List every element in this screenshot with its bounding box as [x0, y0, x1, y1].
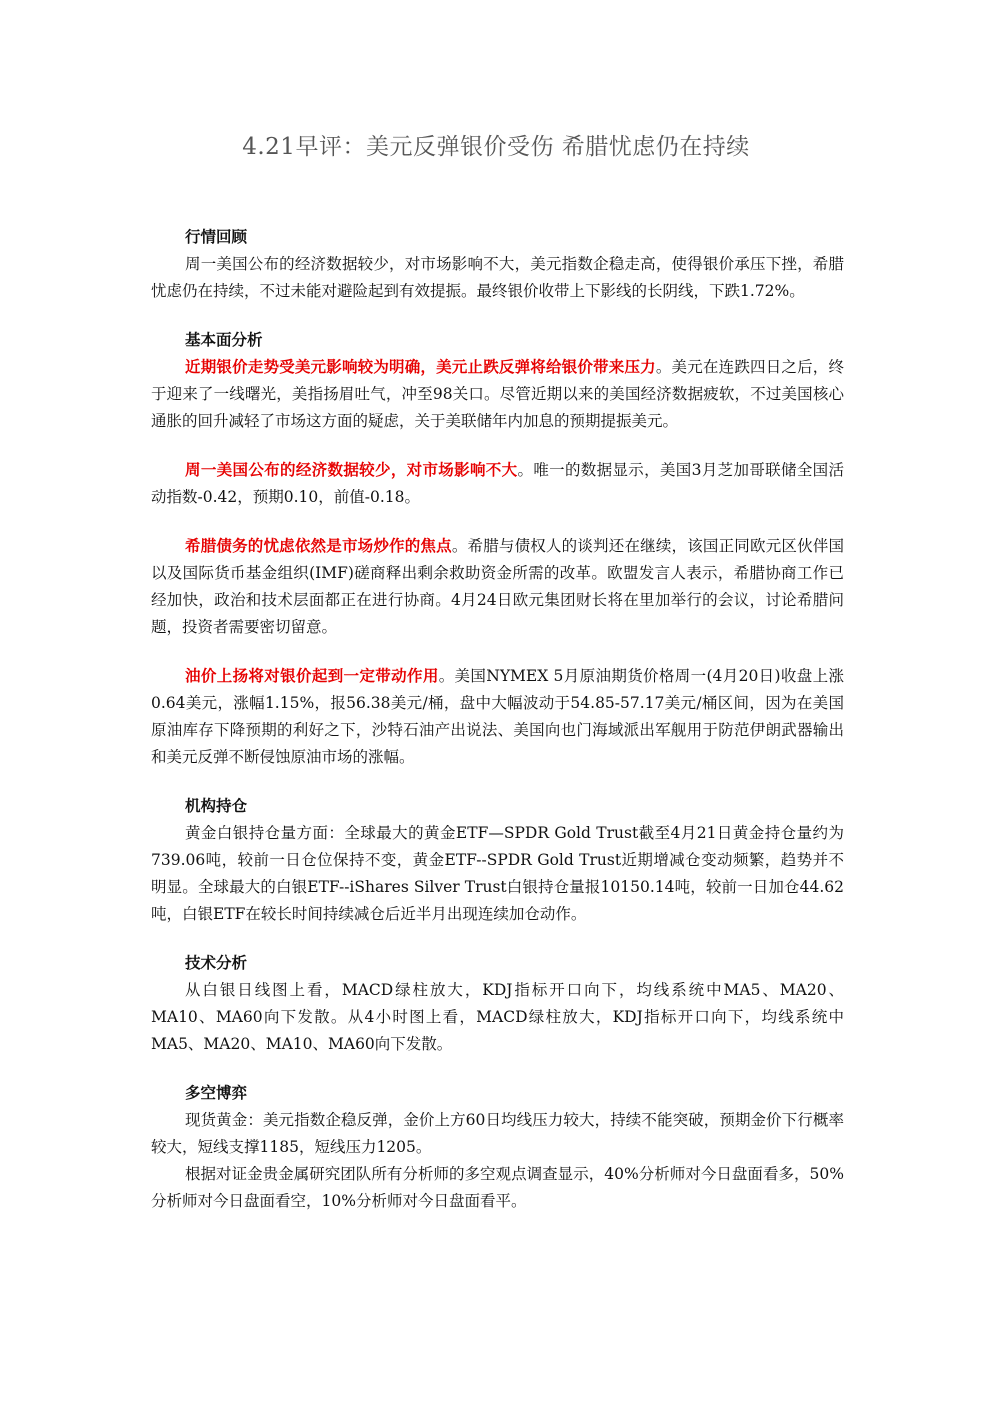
document-body	[151, 224, 844, 1237]
paragraph: 周一美国公布的经济数据较少，对市场影响不大，美元指数企稳走高，使得银价承压下挫，希腊忧虑仍在持续，不过未能对避险起到有效提振。最终银价收带上下影线的长阴线，下跌1.72%。	[151, 255, 844, 300]
section-heading: 技术分析	[185, 954, 248, 972]
paragraph	[151, 533, 844, 641]
section-long-short	[151, 1080, 844, 1215]
paragraph: 根据对证金贵金属研究团队所有分析师的多空观点调查显示，40%分析师对今日盘面看多，50%分析师对今日盘面看空，10%分析师对今日盘面看平。	[151, 1165, 844, 1210]
paragraph	[151, 354, 844, 435]
body-text: 。美元在连跌四日之后，终于迎来了一线曙光，美指扬眉吐气，冲至98关口。尽管近期以来的美国经济数据疲软，不过美国核心通胀的回升减轻了市场这方面的疑虑，关于美联储年内加息的预期提振美元。	[151, 358, 844, 430]
body-text: 。唯一的数据显示，美国3月芝加哥联储全国活动指数-0.42，预期0.10，前值-0.18。	[151, 461, 844, 506]
highlight-text: 近期银价走势受美元影响较为明确，美元止跌反弹将给银价带来压力	[185, 358, 656, 376]
paragraph-block	[151, 354, 844, 435]
paragraph-block	[151, 533, 844, 641]
highlight-text: 油价上扬将对银价起到一定带动作用	[185, 667, 439, 685]
section-heading: 基本面分析	[185, 331, 263, 349]
section-heading: 机构持仓	[185, 797, 248, 815]
section-heading: 行情回顾	[185, 228, 248, 246]
section-heading: 多空博弈	[185, 1084, 248, 1102]
paragraph-block	[151, 663, 844, 771]
body-text: 。希腊与债权人的谈判还在继续，该国正同欧元区伙伴国以及国际货币基金组织(IMF)磋商释出剩余救助资金所需的改革。欧盟发言人表示，希腊协商工作已经加快，政治和技术层面都正在进行协商。4月24日欧元集团财长将在里加举行的会议，讨论希腊问题，投资者需要密切留意。	[151, 537, 844, 636]
section-technical-analysis	[151, 950, 844, 1058]
page-title: 4.21早评：美元反弹银价受伤 希腊忧虑仍在持续	[242, 134, 750, 160]
paragraph: 黄金白银持仓量方面：全球最大的黄金ETF—SPDR Gold Trust截至4月21日黄金持仓量约为739.06吨，较前一日仓位保持不变，黄金ETF--SPDR Gold Trust近期增减仓变动频繁，趋势并不明显。全球最大的白银ETF--iShares Silver Trust白银持仓量报10150.14吨，较前一日加仓44.62吨，白银ETF在较长时间持续减仓后近半月出现连续加仓动作。	[151, 824, 844, 923]
paragraph	[151, 663, 844, 771]
paragraph-block	[151, 457, 844, 511]
section-fundamental-analysis	[151, 327, 844, 771]
paragraph: 现货黄金：美元指数企稳反弹，金价上方60日均线压力较大，持续不能突破，预期金价下行概率较大，短线支撑1185，短线压力1205。	[151, 1111, 844, 1156]
paragraph	[151, 457, 844, 511]
section-market-review	[151, 224, 844, 305]
highlight-text: 周一美国公布的经济数据较少，对市场影响不大	[185, 461, 518, 479]
highlight-text: 希腊债务的忧虑依然是市场炒作的焦点	[185, 537, 452, 555]
paragraph: 从白银日线图上看，MACD绿柱放大，KDJ指标开口向下，均线系统中MA5、MA20、MA10、MA60向下发散。从4小时图上看，MACD绿柱放大，KDJ指标开口向下，均线系统中MA5、MA20、MA10、MA60向下发散。	[151, 981, 844, 1053]
section-institutional-holdings	[151, 793, 844, 928]
body-text: 。美国NYMEX 5月原油期货价格周一(4月20日)收盘上涨0.64美元，涨幅1.15%，报56.38美元/桶，盘中大幅波动于54.85-57.17美元/桶区间，因为在美国原油库存下降预期的利好之下，沙特石油产出说法、美国向也门海域派出军舰用于防范伊朗武器输出和美元反弹不断侵蚀原油市场的涨幅。	[151, 667, 844, 766]
